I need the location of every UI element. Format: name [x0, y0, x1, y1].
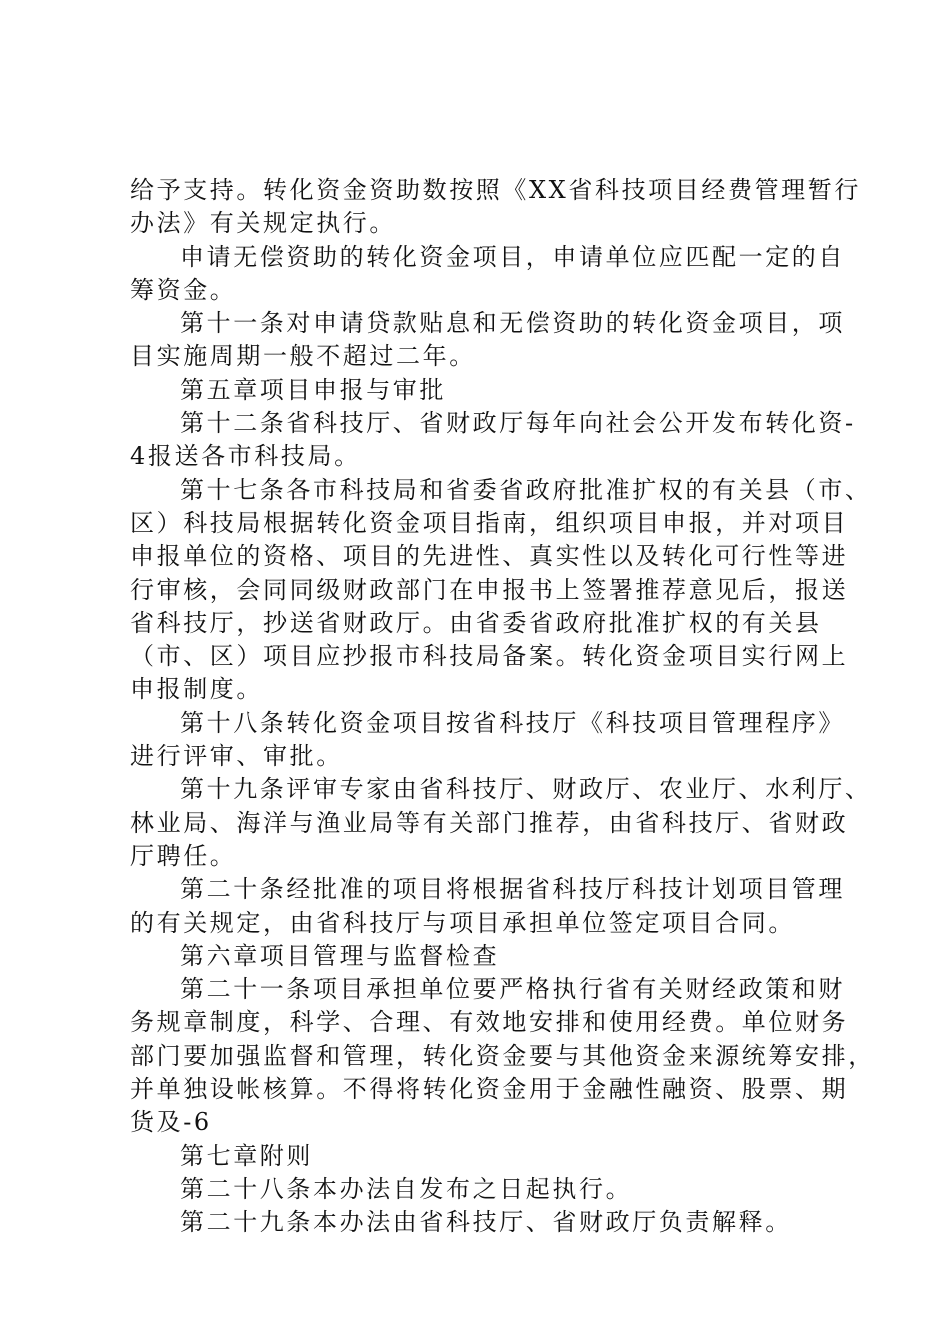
text-line: 第二十八条本办法自发布之日起执行。	[180, 1174, 633, 1203]
text-line: 第十二条省科技厅、省财政厅每年向社会公开发布转化资-	[180, 409, 856, 438]
text-line: 第二十条经批准的项目将根据省科技厅科技计划项目管理	[180, 875, 845, 904]
text-line: 第五章项目申报与审批	[180, 375, 446, 404]
text-line: 第十九条评审专家由省科技厅、财政厅、农业厅、水利厅、	[180, 775, 872, 804]
text-line: 目实施周期一般不超过二年。	[130, 342, 476, 371]
text-line: 区）科技局根据转化资金项目指南，组织项目申报，并对项目	[130, 508, 849, 537]
text-line: 并单独设帐核算。不得将转化资金用于金融性融资、股票、期	[130, 1075, 849, 1104]
text-line: 第十八条转化资金项目按省科技厅《科技项目管理程序》	[180, 708, 845, 737]
text-line: 办法》有关规定执行。	[130, 209, 396, 238]
text-line: 务规章制度，科学、合理、有效地安排和使用经费。单位财务	[130, 1008, 849, 1037]
text-line: 第十一条对申请贷款贴息和无偿资助的转化资金项目，项	[180, 309, 845, 338]
text-line: 申请无偿资助的转化资金项目，申请单位应匹配一定的自	[180, 242, 845, 271]
text-line: 进行评审、审批。	[130, 742, 343, 771]
text-line: 第十七条各市科技局和省委省政府批准扩权的有关县（市、	[180, 475, 872, 504]
document-body	[130, 174, 875, 1240]
text-line: 厅聘任。	[130, 841, 237, 870]
text-line: 给予支持。转化资金资助数按照《XX省科技项目经费管理暂行	[130, 176, 861, 204]
text-line: 林业局、海洋与渔业局等有关部门推荐，由省科技厅、省财政	[130, 808, 849, 837]
text-line: 的有关规定，由省科技厅与项目承担单位签定项目合同。	[130, 908, 795, 937]
text-line: 第二十一条项目承担单位要严格执行省有关财经政策和财	[180, 975, 845, 1004]
text-line: 申报制度。	[130, 675, 263, 704]
text-line: 省科技厅，抄送省财政厅。由省委省政府批准扩权的有关县	[130, 608, 822, 637]
text-line: （市、区）项目应抄报市科技局备案。转化资金项目实行网上	[130, 642, 849, 671]
text-line: 筹资金。	[130, 275, 237, 304]
text-line: 第二十九条本办法由省科技厅、省财政厅负责解释。	[180, 1208, 792, 1237]
text-line: 货及-6	[130, 1108, 212, 1137]
text-line: 部门要加强监督和管理，转化资金要与其他资金来源统筹安排，	[130, 1041, 875, 1070]
text-line: 第六章项目管理与监督检查	[180, 941, 500, 970]
text-line: 行审核，会同同级财政部门在申报书上签署推荐意见后，报送	[130, 575, 849, 604]
text-line: 第七章附则	[180, 1141, 313, 1170]
text-line: 申报单位的资格、项目的先进性、真实性以及转化可行性等进	[130, 542, 849, 571]
text-line: 4报送各市科技局。	[130, 442, 361, 471]
